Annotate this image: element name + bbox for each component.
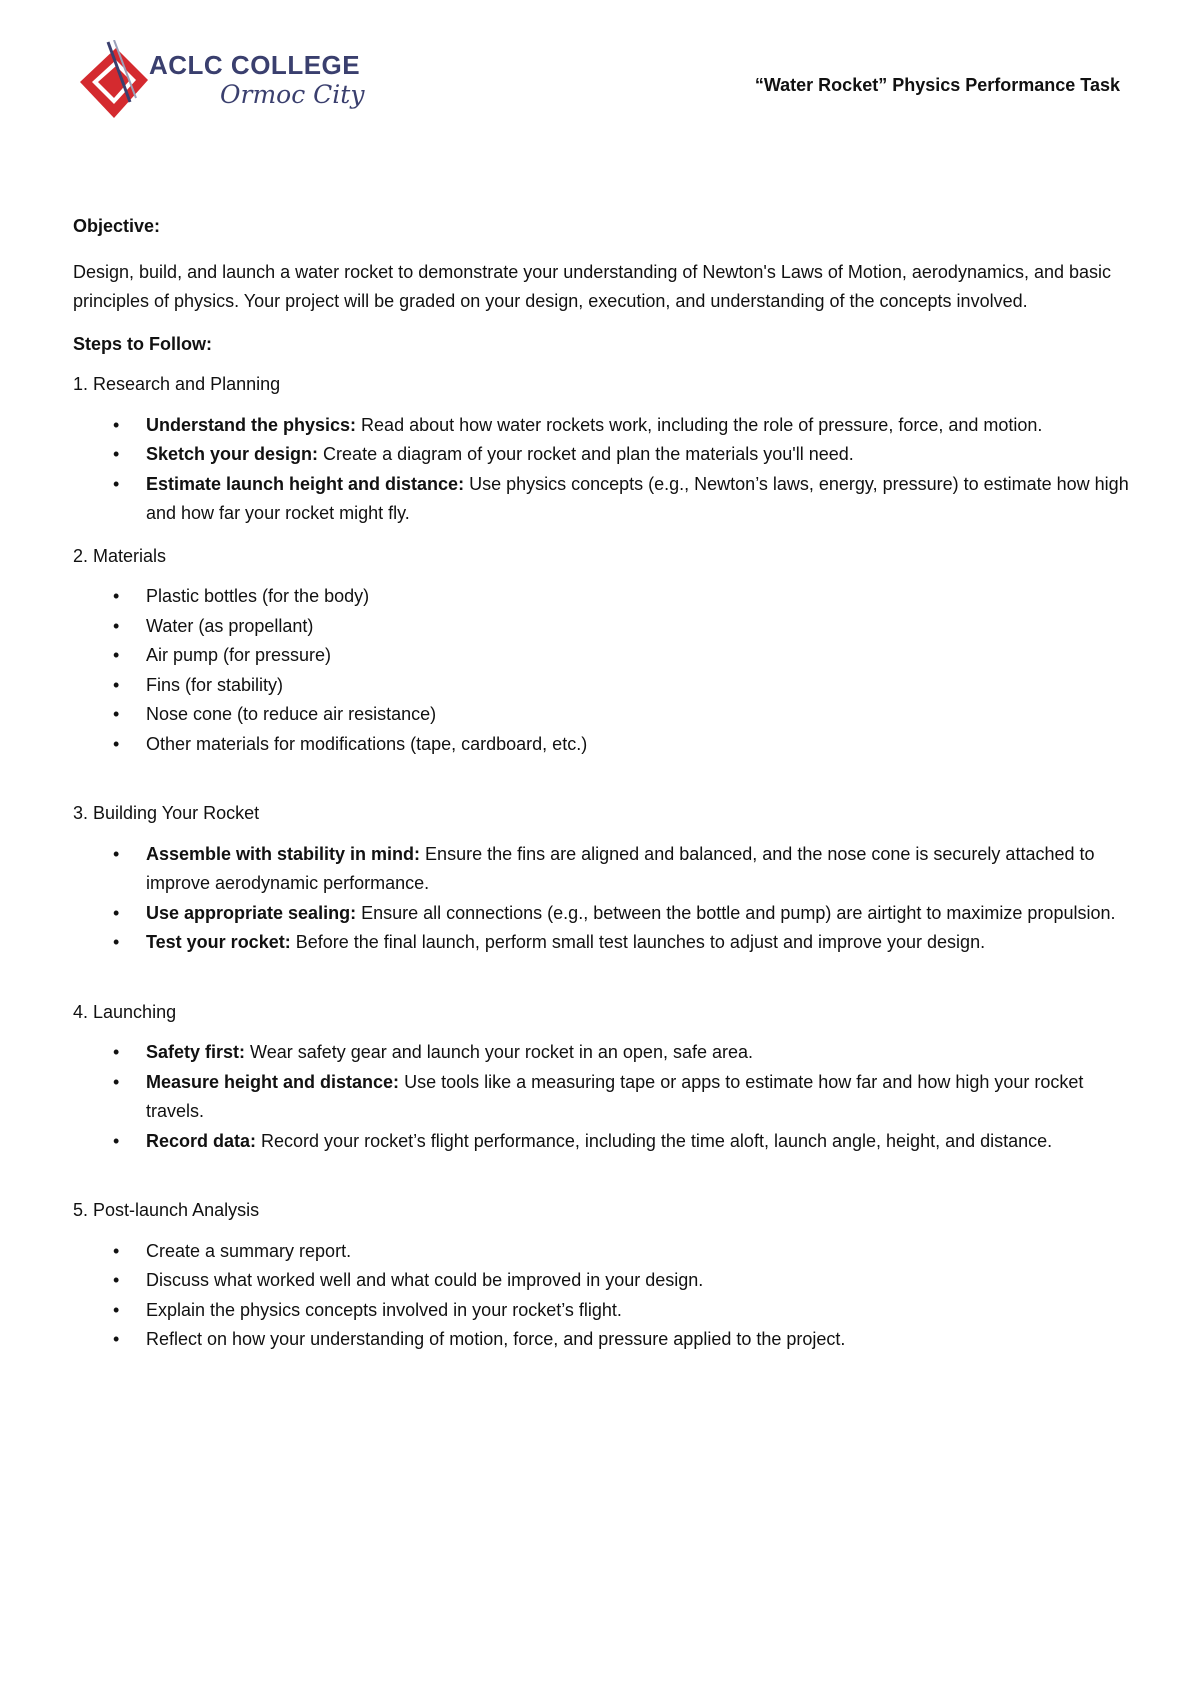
logo-brand-text: ACLC COLLEGE <box>149 50 361 80</box>
logo-city-text: Ormoc City <box>220 80 365 109</box>
item-text: Record your rocket’s flight performance, including the time aloft, launch angle, height, and distance. <box>256 1130 1053 1151</box>
item-term: Sketch your design: <box>146 444 319 464</box>
list-item <box>73 840 1133 899</box>
item-term: Assemble with stability in mind: <box>146 843 421 864</box>
list-item <box>73 671 1133 701</box>
item-text: Air pump (for pressure) <box>146 645 332 665</box>
item-text: Explain the physics concepts involved in your rocket’s flight. <box>146 1299 622 1320</box>
item-text: Discuss what worked well and what could be improved in your design. <box>146 1270 704 1290</box>
bullet-icon: • <box>113 674 120 695</box>
document-title: “Water Rocket” Physics Performance Task <box>754 75 1120 95</box>
objective-heading: Objective: <box>73 216 161 236</box>
list-item <box>73 730 1133 760</box>
item-text: Ensure the fins are aligned and balanced, and the nose cone is securely attached to improve aerodynamic performance. <box>146 843 1095 893</box>
list-item <box>73 928 1133 958</box>
list-item <box>73 612 1133 642</box>
bullet-list <box>73 1038 1133 1156</box>
section-spacer <box>73 971 1133 998</box>
bullet-icon: • <box>113 733 120 754</box>
list-item <box>73 700 1133 730</box>
bullet-icon: • <box>113 615 120 636</box>
item-term: Estimate launch height and distance: <box>146 473 465 494</box>
item-term: Understand the physics: <box>146 414 357 435</box>
logo-emblem-icon <box>78 40 158 130</box>
bullet-icon: • <box>113 1270 120 1290</box>
bullet-list <box>73 411 1133 529</box>
item-term: Safety first: <box>146 1042 246 1062</box>
section-title: 3. Building Your Rocket <box>73 803 260 823</box>
list-item <box>73 1038 1133 1068</box>
list-item <box>73 1127 1133 1157</box>
item-text: Before the final launch, perform small test launches to adjust and improve your design. <box>290 932 986 952</box>
list-item <box>73 899 1133 929</box>
list-item <box>73 411 1133 441</box>
document-body <box>73 212 1133 1368</box>
bullet-icon: • <box>113 704 120 724</box>
list-item <box>73 582 1133 612</box>
bullet-icon: • <box>113 1240 120 1261</box>
item-text: Read about how water rockets work, including the role of pressure, force, and motion. <box>356 414 1043 435</box>
list-item <box>73 641 1133 671</box>
objective-paragraph: Design, build, and launch a water rocket to demonstrate your understanding of Newton's Laws of Motion, aerodynamics, and basic principles of physics. Your project will be graded on your design, execution, and understanding of the concepts involved. <box>73 261 1112 311</box>
list-item <box>73 1237 1133 1267</box>
item-text: Plastic bottles (for the body) <box>146 586 370 606</box>
section-spacer <box>73 1169 1133 1196</box>
bullet-list <box>73 1237 1133 1355</box>
steps-heading: Steps to Follow: <box>73 333 212 354</box>
list-item <box>73 1325 1133 1355</box>
list-item <box>73 470 1133 529</box>
bullet-icon: • <box>113 902 120 923</box>
section-title: 5. Post-launch Analysis <box>73 1200 260 1220</box>
bullet-icon: • <box>113 444 120 464</box>
bullet-icon: • <box>113 586 120 606</box>
section-title: 4. Launching <box>73 1001 177 1022</box>
list-item <box>73 1296 1133 1326</box>
item-text: Wear safety gear and launch your rocket in an open, safe area. <box>245 1042 754 1062</box>
bullet-icon: • <box>113 473 120 494</box>
item-text: Other materials for modifications (tape, cardboard, etc.) <box>146 733 588 754</box>
bullet-list <box>73 582 1133 759</box>
section-spacer <box>73 772 1133 799</box>
item-term: Use appropriate sealing: <box>146 902 357 923</box>
item-text: Fins (for stability) <box>146 674 284 695</box>
bullet-icon: • <box>113 1329 120 1349</box>
item-text: Create a summary report. <box>146 1240 352 1261</box>
item-term: Record data: <box>146 1130 257 1151</box>
item-term: Measure height and distance: <box>146 1071 400 1092</box>
list-item <box>73 440 1133 470</box>
bullet-icon: • <box>113 645 120 665</box>
aclc-college-logo <box>78 40 365 130</box>
bullet-icon: • <box>113 843 120 864</box>
bullet-list <box>73 840 1133 958</box>
item-term: Test your rocket: <box>146 932 291 952</box>
bullet-icon: • <box>113 1130 120 1151</box>
section-title: 1. Research and Planning <box>73 374 281 394</box>
bullet-icon: • <box>113 414 120 435</box>
item-text: Create a diagram of your rocket and plan the materials you'll need. <box>318 444 854 464</box>
bullet-icon: • <box>113 1299 120 1320</box>
item-text: Water (as propellant) <box>146 615 314 636</box>
item-text: Use physics concepts (e.g., Newton’s laws, energy, pressure) to estimate how high and how far your rocket might fly. <box>146 473 1129 523</box>
bullet-icon: • <box>113 932 120 952</box>
item-text: Use tools like a measuring tape or apps to estimate how far and how high your rocket travels. <box>146 1071 1084 1121</box>
item-text: Ensure all connections (e.g., between the bottle and pump) are airtight to maximize propulsion. <box>356 902 1116 923</box>
page-header <box>0 0 1200 150</box>
bullet-icon: • <box>113 1071 120 1092</box>
bullet-icon: • <box>113 1042 120 1062</box>
list-item <box>73 1266 1133 1296</box>
list-item <box>73 1068 1133 1127</box>
item-text: Reflect on how your understanding of motion, force, and pressure applied to the project. <box>146 1329 846 1349</box>
item-text: Nose cone (to reduce air resistance) <box>146 704 437 724</box>
section-title: 2. Materials <box>73 545 167 566</box>
steps-sections <box>73 370 1133 1355</box>
